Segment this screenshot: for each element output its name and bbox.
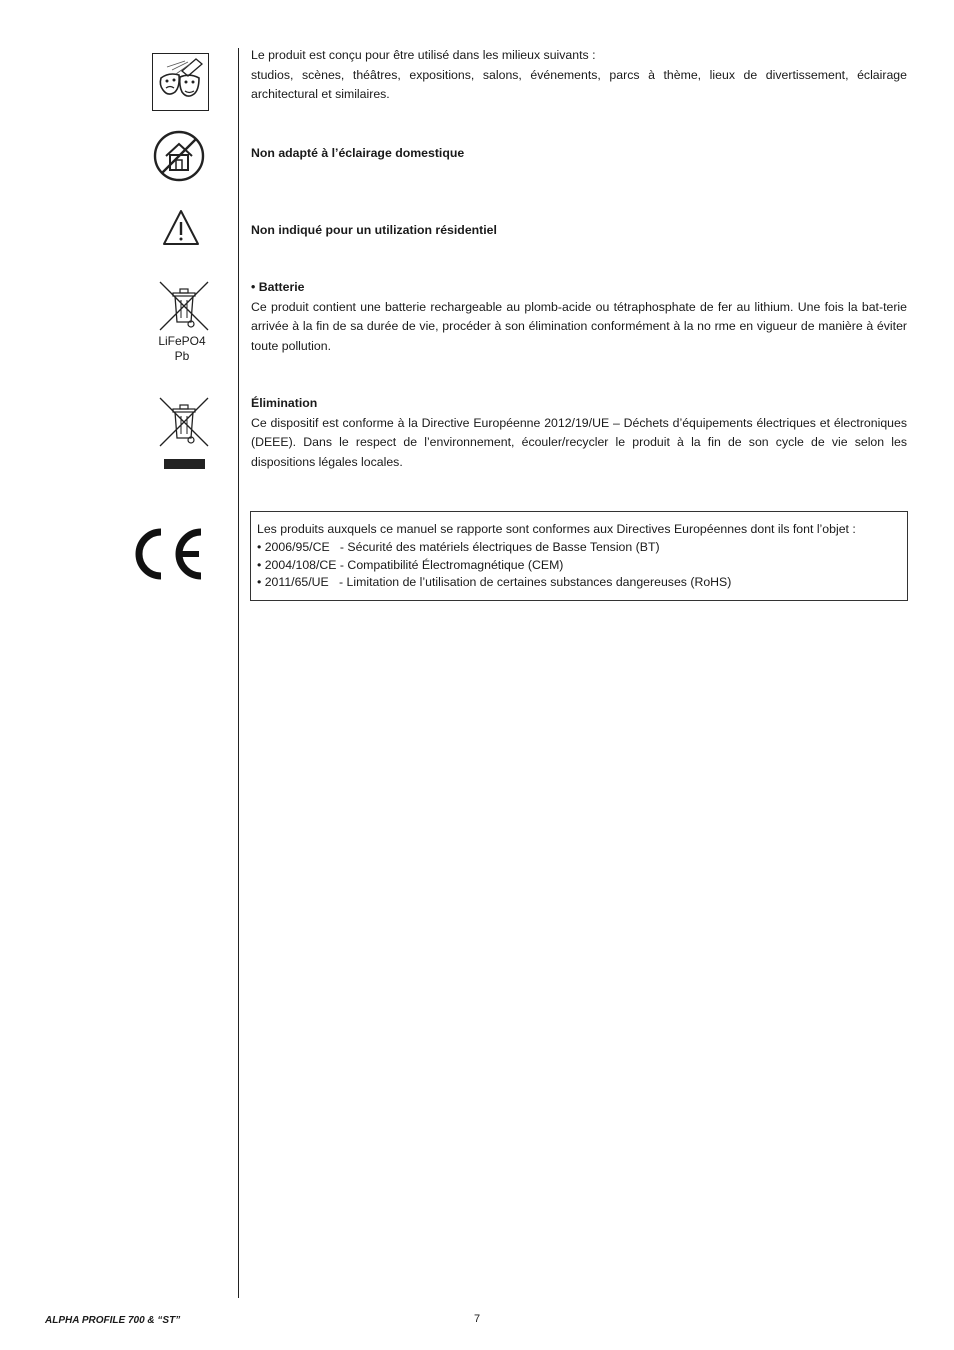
disposal-section bbox=[251, 394, 907, 472]
usage-list: studios, scènes, théâtres, expositions, salons, événements, parcs à thème, lieux de divertissement, éclairage architectural et similaires. bbox=[251, 67, 907, 101]
footer-product-title: ALPHA PROFILE 700 & “ST” bbox=[45, 1315, 181, 1326]
conformity-item: • 2011/65/UE - Limitation de l’utilisation de certaines substances dangereuses (RoHS) bbox=[257, 575, 732, 590]
conformity-intro: Les produits auxquels ce manuel se rapporte sont conformes aux Directives Européennes dont ils font l’objet : bbox=[257, 522, 856, 536]
disposal-heading: Élimination bbox=[251, 396, 318, 410]
conformity-box bbox=[250, 511, 908, 601]
battery-body: Ce produit contient une batterie rechargeable au plomb-acide ou tétraphosphate de fer au lithium. Une fois la bat-terie arrivée à la fin de sa durée de vie, procéder à son élimination conformément à la no rme en vigueur de manière à éviter toute pollution. bbox=[251, 299, 907, 353]
crossed-bin-weee-icon bbox=[158, 396, 210, 470]
theatre-masks-icon bbox=[152, 53, 209, 111]
battery-icon-label-2: Pb bbox=[174, 349, 190, 363]
page-number: 7 bbox=[473, 1313, 481, 1325]
domestic-warning: Non adapté à l’éclairage domestique bbox=[251, 146, 465, 160]
battery-heading: • Batterie bbox=[251, 280, 305, 294]
usage-intro: Le produit est conçu pour être utilisé dans les milieux suivants : bbox=[251, 48, 596, 62]
conformity-item: • 2006/95/CE - Sécurité des matériels électriques de Basse Tension (BT) bbox=[257, 539, 660, 554]
crossed-bin-icon bbox=[158, 280, 210, 332]
no-domestic-icon bbox=[153, 130, 205, 182]
battery-section bbox=[251, 278, 907, 356]
column-divider bbox=[238, 48, 239, 1298]
disposal-body: Ce dispositif est conforme à la Directive Européenne 2012/19/UE – Déchets d’équipements électriques et électroniques (DEEE). Dans le respect de l’environnement, écouler/recycler le produit à la fin de son cycle de vie selon les dispositions légales locales. bbox=[251, 415, 907, 469]
conformity-item: • 2004/108/CE - Compatibilité Électromagnétique (CEM) bbox=[257, 557, 564, 572]
ce-mark-icon bbox=[135, 528, 205, 580]
residential-warning: Non indiqué pour un utilization résidentiel bbox=[251, 223, 497, 237]
battery-icon-label-1: LiFePO4 bbox=[158, 334, 206, 348]
usage-section bbox=[251, 46, 907, 105]
warning-icon bbox=[162, 209, 200, 247]
